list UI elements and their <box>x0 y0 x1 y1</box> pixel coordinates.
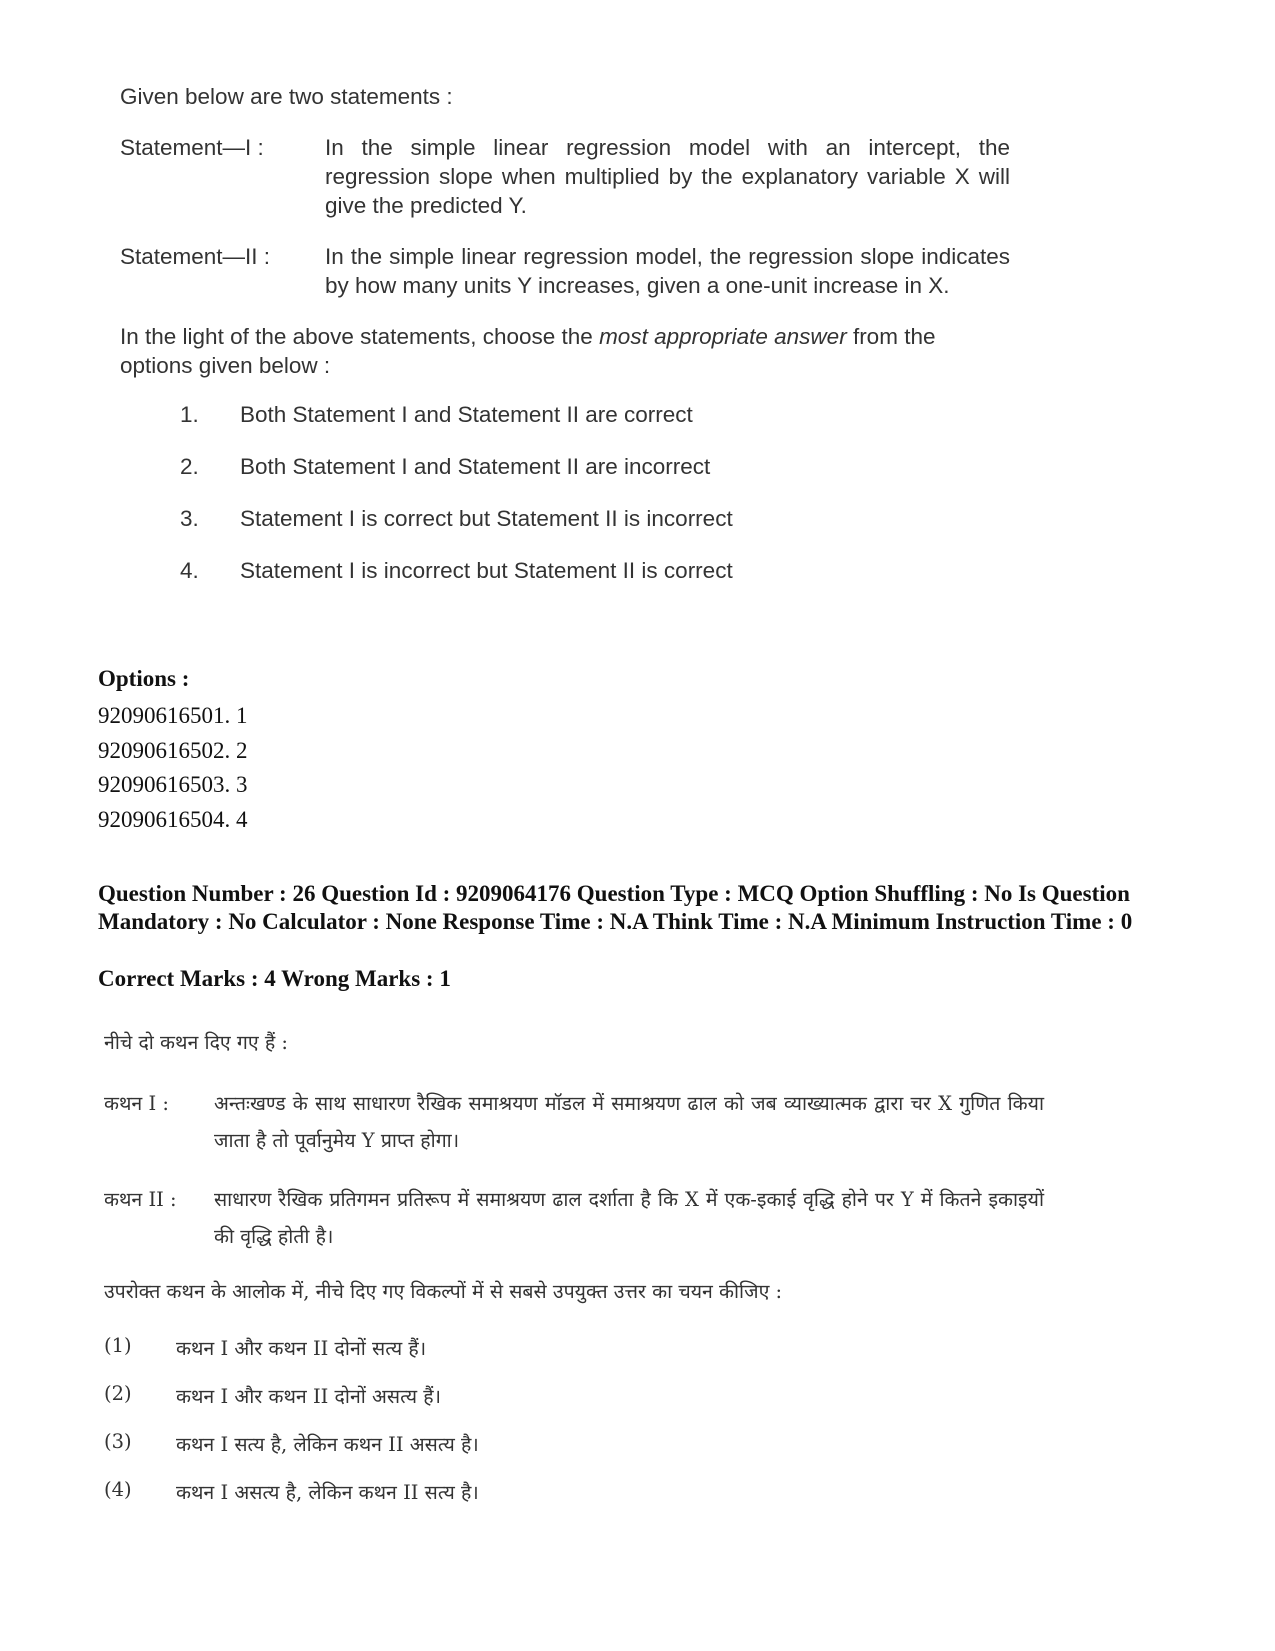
question-marks: Correct Marks : 4 Wrong Marks : 1 <box>98 966 451 991</box>
hindi-question-block <box>104 1028 1044 1526</box>
hindi-option-2 <box>104 1382 1044 1409</box>
option-number: (2) <box>104 1382 132 1405</box>
hindi-intro: नीचे दो कथन दिए गए हैं : <box>104 1031 288 1054</box>
hindi-statement-1 <box>104 1085 1044 1159</box>
statement-label: कथन I : <box>104 1092 169 1115</box>
option-id-line: 92090616502. 2 <box>98 737 248 763</box>
statement-text: साधारण रैखिक प्रतिगमन प्रतिरूप में समाश्रयण ढाल दर्शाता है कि X में एक-इकाई वृद्धि होने पर Y में कितने इकाइयों की वृद्धि होती है। <box>214 1188 1044 1248</box>
option-text: Statement I is correct but Statement II is incorrect <box>240 506 733 531</box>
option-text: कथन I असत्य है, लेकिन कथन II सत्य है। <box>176 1481 479 1504</box>
english-option-3 <box>180 504 1010 533</box>
option-number: (4) <box>104 1478 132 1501</box>
option-text: कथन I और कथन II दोनों सत्य हैं। <box>176 1337 427 1360</box>
option-id-list <box>98 699 248 837</box>
option-id-line: 92090616501. 1 <box>98 703 248 728</box>
option-text: Statement I is incorrect but Statement II is correct <box>240 558 733 583</box>
english-option-2 <box>180 452 1010 481</box>
english-statement-1 <box>120 133 1010 220</box>
hindi-option-3 <box>104 1430 1044 1457</box>
hindi-option-4 <box>104 1478 1044 1505</box>
hindi-option-1 <box>104 1334 1044 1361</box>
option-text: Both Statement I and Statement II are correct <box>240 402 693 427</box>
option-number: 1. <box>180 402 199 427</box>
option-number: (3) <box>104 1430 132 1453</box>
english-question-block <box>120 82 1010 608</box>
option-id-line: 92090616503. 3 <box>98 772 248 797</box>
option-text: Both Statement I and Statement II are incorrect <box>240 454 711 479</box>
statement-label: कथन II : <box>104 1188 177 1211</box>
option-text: कथन I और कथन II दोनों असत्य हैं। <box>176 1385 442 1408</box>
option-number: 4. <box>180 558 199 583</box>
statement-label: Statement—I : <box>120 135 264 160</box>
english-lead <box>120 322 1010 380</box>
lead-before: In the light of the above statements, choose the <box>120 324 600 349</box>
options-heading: Options : <box>98 666 190 691</box>
option-number: 2. <box>180 454 199 479</box>
statement-text: In the simple linear regression model with an intercept, the regression slope when multiplied by the explanatory variable X will give the predicted Y. <box>325 135 1010 218</box>
option-text: कथन I सत्य है, लेकिन कथन II असत्य है। <box>176 1433 479 1456</box>
statement-text: In the simple linear regression model, the regression slope indicates by how many units Y increases, given a one-unit increase in X. <box>325 244 1010 298</box>
option-id-line: 92090616504. 4 <box>98 806 248 832</box>
hindi-lead: उपरोक्त कथन के आलोक में, नीचे दिए गए विकल्पों में से सबसे उपयुक्त उत्तर का चयन कीजिए : <box>104 1280 783 1303</box>
question-metadata: Question Number : 26 Question Id : 9209064176 Question Type : MCQ Option Shuffling : No Is Question Mandatory : No Calculator : None Response Time : N.A Think Time : N.A Minimum Instruction Time : 0 <box>98 881 1133 934</box>
option-number: 3. <box>180 506 199 531</box>
statement-text: अन्तःखण्ड के साथ साधारण रैखिक समाश्रयण मॉडल में समाश्रयण ढाल को जब व्याख्यात्मक द्वारा चर X गुणित किया जाता है तो पूर्वानुमेय Y प्राप्त होगा। <box>214 1092 1044 1152</box>
hindi-statement-2 <box>104 1181 1044 1255</box>
lead-after: from the options given below : <box>120 324 936 378</box>
option-number: (1) <box>104 1334 132 1357</box>
english-option-1 <box>180 400 1010 429</box>
lead-emphasis: most appropriate answer <box>599 324 847 349</box>
english-statement-2 <box>120 242 1010 300</box>
english-intro: Given below are two statements : <box>120 84 453 109</box>
english-option-4 <box>180 556 1010 585</box>
statement-label: Statement—II : <box>120 244 271 269</box>
